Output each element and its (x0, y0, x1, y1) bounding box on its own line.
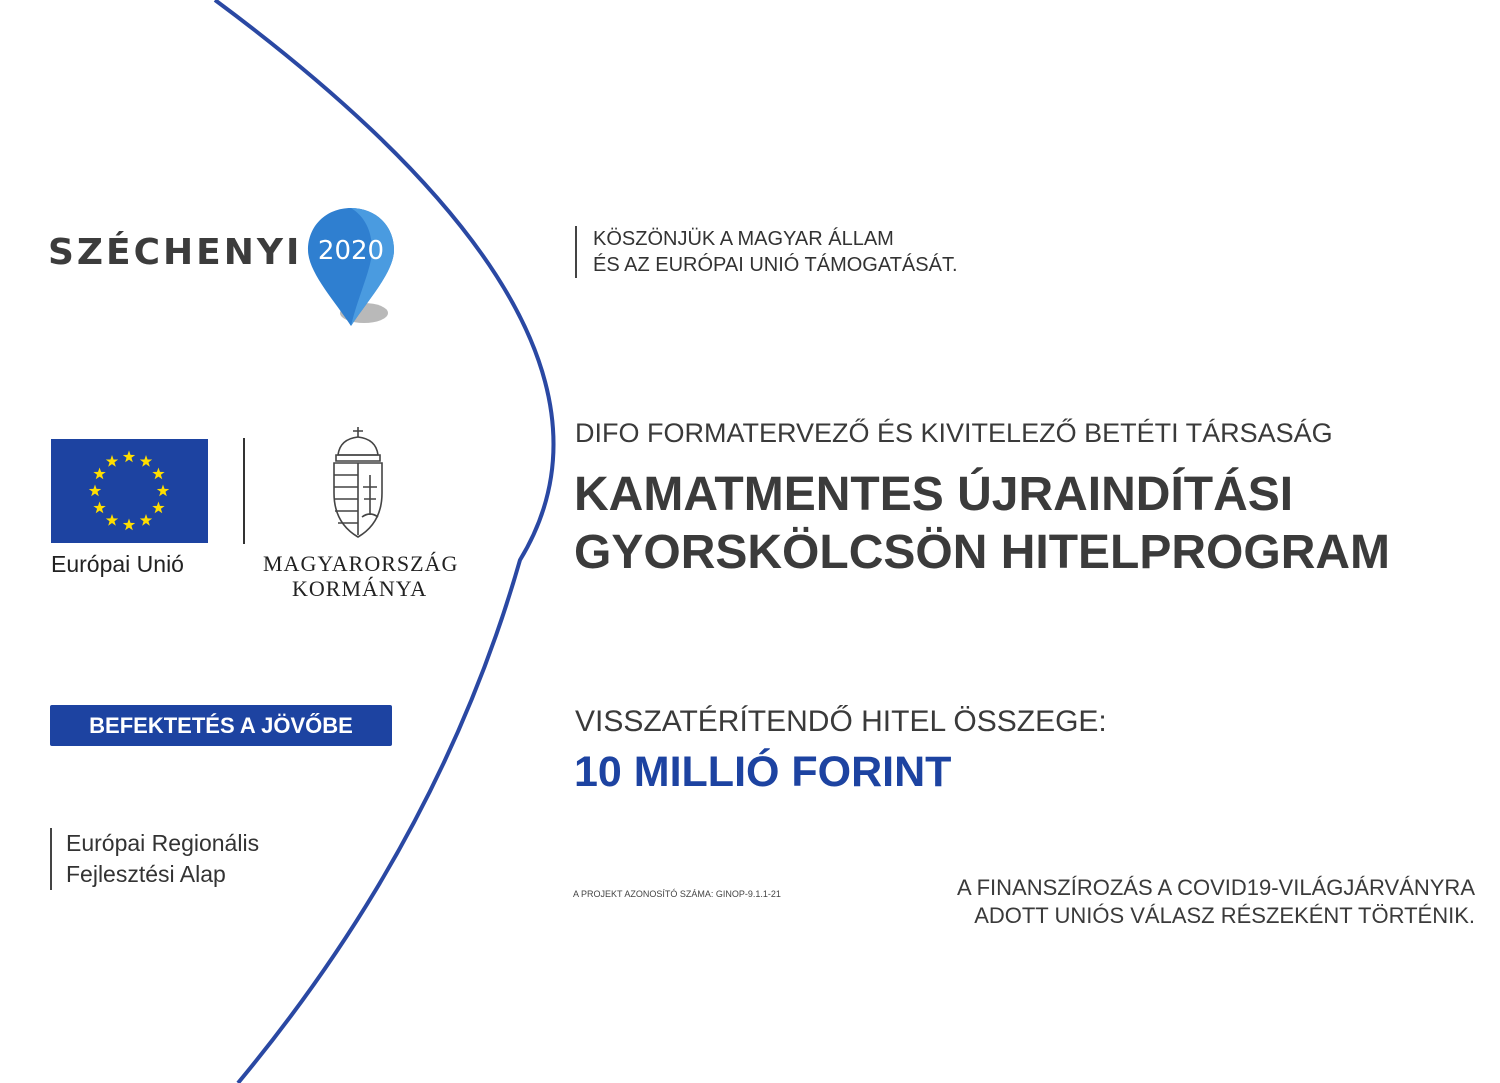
eu-stars-icon (51, 439, 208, 543)
szechenyi-logo-text: SZÉCHENYI (48, 232, 303, 273)
funding-note (957, 874, 1475, 930)
eu-star-icon (157, 485, 169, 497)
invest-in-future-badge: BEFEKTETÉS A JÖVŐBE (50, 705, 392, 746)
logo-divider (243, 438, 245, 544)
program-title-line-1: KAMATMENTES ÚJRAINDÍTÁSI (574, 468, 1294, 521)
eu-star-icon (123, 519, 135, 531)
eu-star-icon (140, 514, 152, 526)
fund-name (50, 828, 259, 890)
eu-star-icon (106, 455, 118, 467)
government-label-line-2: KORMÁNYA (292, 576, 428, 601)
eu-star-icon (152, 468, 164, 480)
eu-star-icon (140, 455, 152, 467)
fund-line-1: Európai Regionális (66, 830, 260, 856)
company-name: DIFO FORMATERVEZŐ ÉS KIVITELEZŐ BETÉTI TÁRSASÁG (575, 418, 1333, 448)
eu-star-icon (106, 514, 118, 526)
eu-star-icon (89, 485, 101, 497)
eu-star-icon (93, 502, 105, 514)
szechenyi-2020-pin-logo (306, 206, 401, 331)
project-id: A PROJEKT AZONOSÍTÓ SZÁMA: GINOP-9.1.1-21 (573, 889, 781, 899)
fund-line-2: Fejlesztési Alap (66, 861, 226, 887)
hungarian-coat-of-arms-icon (328, 425, 388, 543)
government-label-line-1: MAGYARORSZÁG (263, 551, 459, 576)
funding-note-line-1: A FINANSZÍROZÁS A COVID19-VILÁGJÁRVÁNYRA (957, 875, 1475, 900)
eu-star-icon (93, 468, 105, 480)
loan-amount-label: VISSZATÉRÍTENDŐ HITEL ÖSSZEGE: (575, 705, 1107, 738)
szechenyi-year: 2020 (317, 236, 385, 266)
program-title (574, 466, 1390, 582)
eu-star-icon (123, 451, 135, 463)
program-title-line-2: GYORSKÖLCSÖN HITELPROGRAM (574, 526, 1391, 579)
eu-label: Európai Unió (51, 551, 184, 577)
funding-note-line-2: ADOTT UNIÓS VÁLASZ RÉSZEKÉNT TÖRTÉNIK. (974, 903, 1475, 928)
thanks-line-2: ÉS AZ EURÓPAI UNIÓ TÁMOGATÁSÁT. (593, 254, 958, 276)
thanks-text (575, 226, 958, 278)
eu-flag (51, 439, 208, 543)
eu-star-icon (152, 502, 164, 514)
thanks-line-1: KÖSZÖNJÜK A MAGYAR ÁLLAM (593, 228, 894, 250)
loan-amount-value: 10 MILLIÓ FORINT (574, 748, 952, 796)
